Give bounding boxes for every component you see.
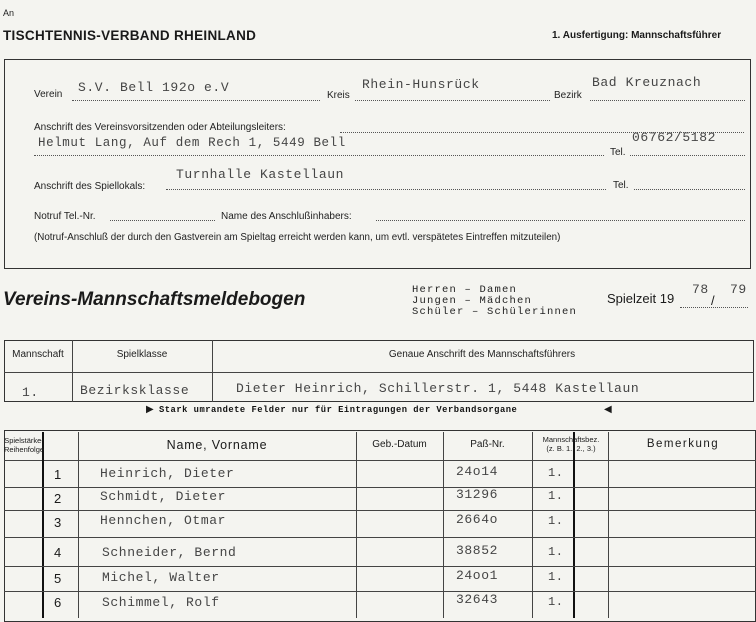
row-number: 4	[54, 545, 62, 560]
player-pass[interactable]: 31296	[456, 487, 499, 502]
player-name[interactable]: Hennchen, Otmar	[100, 513, 227, 528]
season-from[interactable]: 78	[692, 282, 709, 297]
verein-value[interactable]: S.V. Bell 192o e.V	[78, 80, 230, 95]
team-captain-address[interactable]: Dieter Heinrich, Schillerstr. 1, 5448 Kastellaun	[236, 381, 640, 396]
arrow-left-icon: ◀	[604, 404, 612, 415]
organization-title: TISCHTENNIS-VERBAND RHEINLAND	[3, 28, 257, 43]
player-pass[interactable]: 24o14	[456, 464, 499, 479]
spiellokal-label: Anschrift des Spiellokals:	[34, 181, 146, 192]
remark-col-header: Bemerkung	[646, 438, 720, 450]
copy-label: 1. Ausfertigung: Mannschaftsführer	[552, 30, 722, 41]
row-number: 3	[54, 515, 62, 530]
name-anschluss-label: Name des Anschlußinhabers:	[221, 211, 352, 222]
row-number: 6	[54, 595, 62, 610]
kreis-value[interactable]: Rhein-Hunsrück	[362, 77, 480, 92]
player-pass[interactable]: 38852	[456, 543, 499, 558]
player-team[interactable]: 1.	[548, 489, 564, 503]
notruf-note: (Notruf-Anschluß der durch den Gastverein am Spieltag erreicht werden kann, um evtl. verspätetes Eintreffen mitzuteilen)	[34, 232, 561, 243]
form-title: Vereins-Mannschaftsmeldebogen	[3, 289, 306, 310]
player-team[interactable]: 1.	[548, 466, 564, 480]
dob-col-header: Geb.-Datum	[372, 439, 427, 450]
player-name[interactable]: Schimmel, Rolf	[102, 595, 220, 610]
team-col-header: Mannschaft	[12, 349, 64, 360]
row-number: 1	[54, 467, 62, 482]
player-team[interactable]: 1.	[548, 595, 564, 609]
name-col-header: Name, Vorname	[166, 438, 268, 452]
notruf-label: Notruf Tel.-Nr.	[34, 211, 96, 222]
season-to[interactable]: 79	[730, 282, 747, 297]
category-schueler: Schüler – Schülerinnen	[412, 306, 578, 318]
player-team[interactable]: 1.	[548, 545, 564, 559]
bezirk-label: Bezirk	[554, 90, 582, 101]
bezirk-value[interactable]: Bad Kreuznach	[592, 75, 702, 90]
row-number: 5	[54, 571, 62, 586]
pass-col-header: Paß-Nr.	[470, 439, 505, 450]
player-pass[interactable]: 32643	[456, 592, 499, 607]
anschrift-label: Anschrift des Vereinsvorsitzenden oder Abteilungsleiters:	[34, 122, 286, 133]
season-label: Spielzeit 19	[607, 291, 675, 306]
address-col-header: Genaue Anschrift des Mannschaftsführers	[388, 349, 576, 360]
an-label: An	[3, 8, 15, 18]
row-number: 2	[54, 491, 62, 506]
season-separator: /	[711, 293, 715, 308]
tel2-label: Tel.	[613, 180, 629, 191]
team-number[interactable]: 1.	[22, 385, 39, 400]
player-name[interactable]: Schneider, Bernd	[102, 545, 237, 560]
player-team[interactable]: 1.	[548, 514, 564, 528]
player-pass[interactable]: 24oo1	[456, 568, 499, 583]
team-class[interactable]: Bezirksklasse	[80, 383, 190, 398]
team-designation-col-header: Mannschaftsbez. (z. B. 1., 2., 3.)	[542, 435, 600, 453]
rank-col-header: Spielstärke- Reihenfolge	[4, 436, 45, 454]
spiellokal-value[interactable]: Turnhalle Kastellaun	[176, 167, 345, 182]
category-herren-damen: Herren – Damen	[412, 284, 518, 296]
category-jungen-maedchen: Jungen – Mädchen	[412, 295, 533, 307]
kreis-label: Kreis	[327, 90, 350, 101]
class-col-header: Spielklasse	[116, 349, 168, 360]
arrow-right-icon: ▶	[146, 404, 154, 415]
anschrift-value[interactable]: Helmut Lang, Auf dem Rech 1, 5449 Bell	[38, 136, 346, 150]
tel-value[interactable]: 06762/5182	[632, 130, 717, 145]
player-pass[interactable]: 2664o	[456, 512, 499, 527]
verband-note: Stark umrandete Felder nur für Eintragungen der Verbandsorgane	[159, 405, 518, 415]
tel-label: Tel.	[610, 147, 626, 158]
verein-label: Verein	[34, 89, 63, 100]
player-name[interactable]: Heinrich, Dieter	[100, 466, 235, 481]
player-name[interactable]: Schmidt, Dieter	[100, 489, 227, 504]
player-name[interactable]: Michel, Walter	[102, 570, 220, 585]
player-team[interactable]: 1.	[548, 570, 564, 584]
